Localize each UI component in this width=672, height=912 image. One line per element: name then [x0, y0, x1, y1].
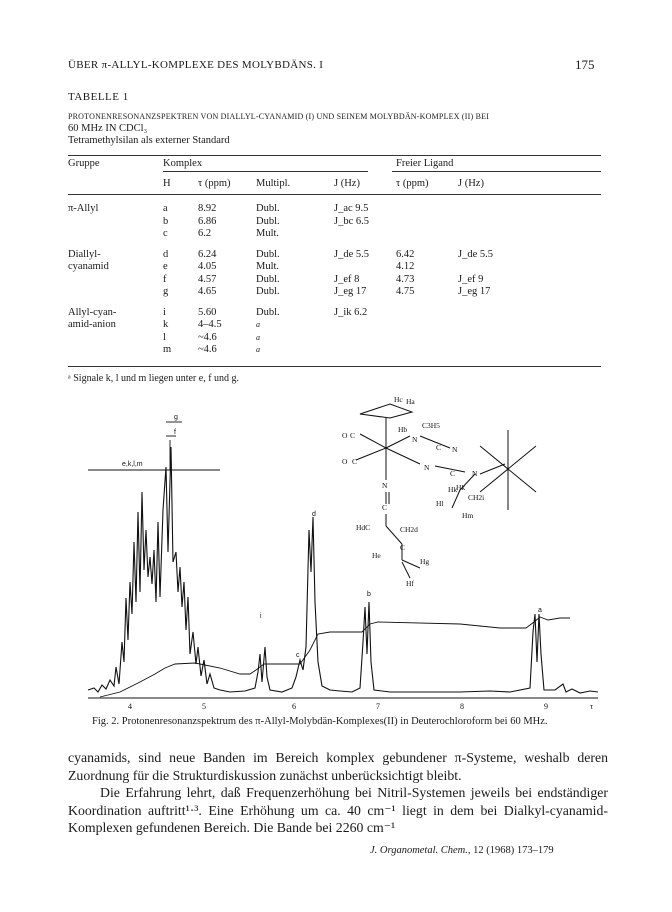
header-j: J (Hz)	[334, 178, 360, 189]
spectrum-line	[88, 447, 598, 693]
svg-text:N: N	[382, 481, 388, 490]
header-tau-ligand: τ (ppm)	[396, 178, 429, 189]
paragraph-2: Die Erfahrung lehrt, daß Frequenzerhöhung bei Nitril-Systemen jeweils bei endständiger Koordination auftritt¹·³. Eine Erhöhung um ca. 40 cm⁻¹ liegt in dem bei Dialkyl-cyanamid-Komplexen gefundenen Bereich. Die Bande bei 2260 cm⁻¹	[68, 785, 608, 835]
svg-text:N: N	[452, 445, 458, 454]
header-komplex: Komplex	[163, 158, 203, 169]
peak-label-g: g	[174, 414, 178, 421]
svg-text:C: C	[350, 431, 356, 440]
table-row: cyanamid e 4.05 Mult. 4.12	[68, 261, 415, 272]
svg-text:Hf: Hf	[406, 579, 414, 588]
tick-label: 5	[202, 702, 206, 711]
svg-text:Hg: Hg	[420, 557, 430, 566]
svg-text:C: C	[400, 543, 406, 552]
running-title: ÜBER π-ALLYL-KOMPLEXE DES MOLYBDÄNS. I	[68, 59, 324, 71]
table-label: TABELLE 1	[68, 91, 129, 103]
body-text	[68, 749, 608, 837]
svg-text:O: O	[342, 457, 348, 466]
nmr-spectrum-figure	[60, 392, 620, 712]
svg-text:Hc: Hc	[394, 395, 403, 404]
svg-text:C: C	[436, 443, 442, 452]
table-row: b 6.86 Dubl. J_bc 6.5	[163, 215, 369, 227]
table-row: Diallyl- d 6.24 Dubl. J_de 5.5 6.42 J_de 5.5	[68, 248, 493, 260]
peak-label-eklm: e,k,l,m	[122, 461, 143, 468]
table-row: g 4.65 Dubl. J_eg 17 4.75 J_eg 17	[163, 286, 491, 297]
table-row: amid-anion k 4–4.5 a	[68, 319, 260, 330]
header-j-ligand: J (Hz)	[458, 178, 484, 189]
svg-text:Hk: Hk	[456, 483, 466, 492]
svg-text:C: C	[450, 469, 456, 478]
figure-caption: Fig. 2. Protonenresonanzspektrum des π-Allyl-Molybdän-Komplexes(II) in Deuterochloroform bei 60 MHz.	[92, 716, 548, 727]
table-top-rule	[68, 155, 601, 156]
svg-text:N: N	[472, 469, 478, 478]
peak-label-f: f	[174, 429, 176, 436]
journal-name: J. Organometal. Chem.,	[370, 845, 471, 856]
svg-text:N: N	[424, 463, 430, 472]
table-row: m ~4.6 a	[163, 344, 260, 355]
table-row: Allyl-cyan- i 5.60 Dubl. J_ik 6.2	[68, 306, 368, 318]
table-row: c 6.2 Mult.	[163, 228, 280, 239]
peak-label-i: i	[260, 613, 262, 620]
svg-text:Ha: Ha	[406, 397, 415, 406]
table-footnote: ᵃ Signale k, l und m liegen unter e, f und g.	[68, 373, 240, 384]
svg-text:C: C	[352, 457, 358, 466]
table-row: l ~4.6 a	[163, 331, 260, 343]
integral-curve	[100, 617, 570, 697]
header-gruppe: Gruppe	[68, 158, 100, 169]
svg-text:CH2d: CH2d	[400, 525, 418, 534]
peak-label-a: a	[538, 607, 542, 614]
journal-citation: 12 (1968) 173–179	[473, 845, 554, 856]
header-tau: τ (ppm)	[198, 178, 231, 189]
axis-ticks	[128, 702, 594, 711]
table-row: π-Allyl a 8.92 Dubl. J_ac 9.5	[68, 203, 369, 214]
peak-labels	[122, 414, 542, 659]
svg-text:O: O	[342, 431, 348, 440]
header-freier-ligand: Freier Ligand	[396, 158, 454, 169]
svg-text:Hb: Hb	[398, 425, 408, 434]
journal-footer	[370, 845, 554, 856]
svg-text:C: C	[382, 503, 388, 512]
svg-text:Hl: Hl	[436, 499, 444, 508]
structure-labels	[342, 395, 484, 588]
nmr-table	[68, 158, 601, 357]
tick-label: 8	[460, 702, 464, 711]
tick-label: τ	[590, 702, 594, 711]
svg-text:Hk: Hk	[448, 485, 458, 494]
peak-label-c: c	[296, 652, 300, 659]
molecular-structure	[356, 404, 536, 578]
page-number: 175	[575, 57, 595, 72]
tick-label: 6	[292, 702, 296, 711]
svg-text:HdC: HdC	[356, 523, 371, 532]
paragraph-1: cyanamids, sind neue Banden im Bereich komplex gebundener π-Systeme, weshalb deren Zuordnung für die Strukturdiskussion zunächst unberücksichtigt bleibt.	[68, 750, 608, 783]
svg-text:He: He	[372, 551, 381, 560]
table-caption	[68, 111, 608, 147]
svg-text:C3H5: C3H5	[422, 421, 440, 430]
table-caption-line1: PROTONENRESONANZSPEKTREN VON DIALLYL-CYANAMID (I) UND SEINEM MOLYBDÄN-KOMPLEX (II) BEI	[68, 112, 490, 121]
header-h: H	[163, 178, 171, 189]
header-multipl: Multipl.	[256, 178, 291, 189]
peak-label-d: d	[312, 511, 316, 518]
tick-label: 4	[128, 702, 132, 711]
table-row: f 4.57 Dubl. J_ef 8 4.73 J_ef 9	[163, 273, 484, 285]
peak-label-b: b	[367, 591, 371, 598]
table-caption-line3: Tetramethylsilan als externer Standard	[68, 135, 230, 146]
tick-label: 9	[544, 702, 548, 711]
svg-text:Hm: Hm	[462, 511, 474, 520]
svg-text:N: N	[412, 435, 418, 444]
table-caption-line2: 60 MHz IN CDCl₃	[68, 123, 148, 134]
tick-label: 7	[376, 702, 380, 711]
svg-text:CH2i: CH2i	[468, 493, 485, 502]
table-bottom-rule	[68, 366, 601, 367]
